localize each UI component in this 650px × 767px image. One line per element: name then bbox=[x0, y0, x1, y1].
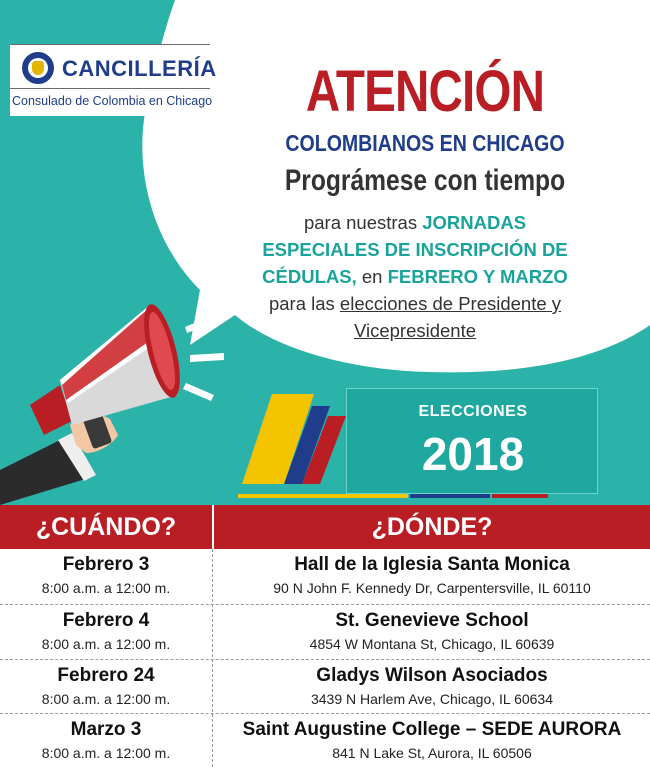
row-time: 8:00 a.m. a 12:00 m. bbox=[41, 691, 171, 707]
row-address: 90 N John F. Kennedy Dr, Carpentersville, IL 60110 bbox=[273, 580, 591, 596]
row-address: 4854 W Montana St, Chicago, IL 60639 bbox=[309, 636, 555, 652]
table-row bbox=[0, 549, 650, 604]
msg-elections: elecciones de Presidente y Vicepresidente bbox=[339, 293, 562, 341]
elecciones-year: 2018 bbox=[421, 428, 525, 480]
msg-part: para las bbox=[268, 293, 340, 314]
schedule-table bbox=[0, 505, 650, 767]
cancilleria-logo bbox=[10, 44, 217, 116]
megaphone-icon bbox=[0, 285, 230, 505]
msg-months: FEBRERO Y MARZO bbox=[387, 266, 568, 287]
row-place: Gladys Wilson Asociados bbox=[316, 665, 548, 686]
row-date: Marzo 3 bbox=[70, 719, 142, 740]
row-time: 8:00 a.m. a 12:00 m. bbox=[41, 636, 171, 652]
row-place: St. Genevieve School bbox=[335, 610, 529, 631]
row-place: Hall de la Iglesia Santa Monica bbox=[294, 554, 570, 575]
msg-part: en bbox=[356, 266, 388, 287]
elecciones-box bbox=[346, 388, 598, 494]
row-time: 8:00 a.m. a 12:00 m. bbox=[41, 580, 171, 596]
table-header bbox=[0, 505, 650, 549]
row-date: Febrero 4 bbox=[62, 610, 150, 631]
headline-tagline: Prográmese con tiempo bbox=[284, 164, 566, 197]
header-when: ¿CUÁNDO? bbox=[35, 513, 177, 541]
announcement-text bbox=[245, 209, 585, 344]
row-address: 3439 N Harlem Ave, Chicago, IL 60634 bbox=[310, 691, 554, 707]
row-address: 841 N Lake St, Aurora, IL 60506 bbox=[332, 745, 532, 761]
row-date: Febrero 3 bbox=[62, 554, 150, 575]
flag-color-rule bbox=[238, 494, 548, 498]
coat-of-arms-icon bbox=[22, 52, 54, 84]
row-time: 8:00 a.m. a 12:00 m. bbox=[41, 745, 171, 761]
row-date: Febrero 24 bbox=[57, 665, 155, 686]
msg-part: para nuestras bbox=[303, 212, 423, 233]
table-row bbox=[0, 605, 650, 660]
table-row bbox=[0, 660, 650, 715]
headline-atencion: ATENCIÓN bbox=[305, 59, 545, 124]
elecciones-label: ELECCIONES bbox=[418, 403, 528, 420]
header-where: ¿DÓNDE? bbox=[371, 513, 493, 541]
colombia-flag-icon bbox=[238, 392, 350, 492]
table-row bbox=[0, 714, 650, 767]
headline-audience: COLOMBIANOS EN CHICAGO bbox=[285, 130, 565, 156]
logo-name: CANCILLERÍA bbox=[62, 56, 217, 81]
row-place: Saint Augustine College – SEDE AURORA bbox=[242, 719, 622, 740]
logo-subtitle: Consulado de Colombia en Chicago bbox=[12, 94, 213, 108]
msg-jornadas: JORNADAS ESPECIALES DE INSCRIPCIÓN DE CÉDULAS, bbox=[262, 212, 568, 287]
